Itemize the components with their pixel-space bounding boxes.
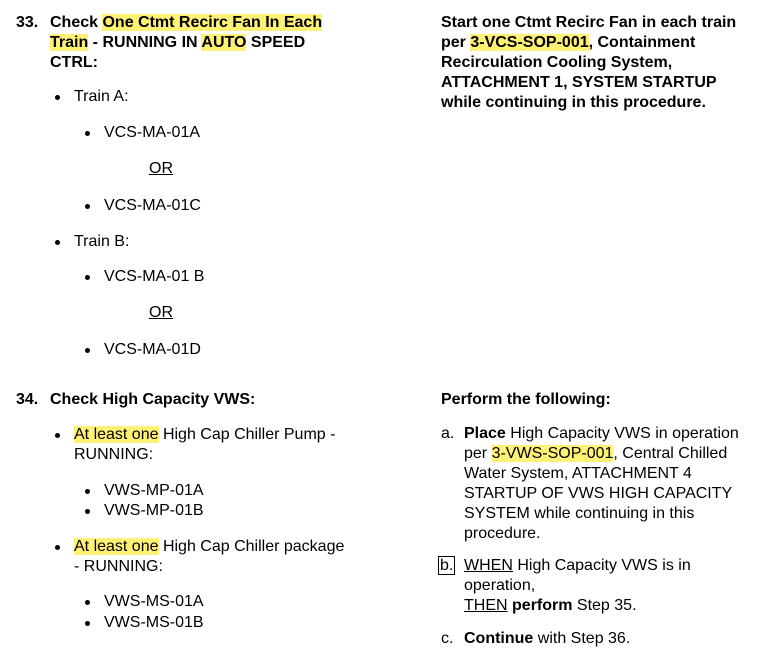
then-keyword: THEN (464, 597, 508, 614)
substep-b-label (438, 556, 455, 576)
list-item: VCS-MA-01 B (104, 268, 205, 285)
substep-b-operation: operation, (464, 577, 536, 594)
pump-text: High Cap Chiller Pump - (158, 426, 336, 443)
step-33-title (50, 13, 350, 73)
substep-b-text: High Capacity VWS is in (512, 557, 691, 574)
step-33-running-in: - RUNNING IN (88, 34, 202, 51)
step-33-ctrl: CTRL: (50, 54, 98, 71)
substep-a-line: procedure. (464, 525, 541, 542)
substep-a-line: SYSTEM while continuing in this (464, 505, 695, 522)
package-running: - RUNNING: (74, 558, 163, 575)
substep-c-label: c. (441, 630, 454, 647)
vws-procedure-ref: 3-VWS-SOP-001 (491, 445, 614, 462)
step-33-highlight-train: Train (50, 34, 89, 51)
list-item: VWS-MS-01B (104, 614, 204, 631)
highlight-at-least-one: At least one (74, 426, 159, 443)
step-33-highlight-auto: AUTO (201, 34, 247, 51)
substep-a-per: per (464, 445, 492, 462)
checkbox-b: b. (440, 557, 454, 574)
pump-running: RUNNING: (74, 446, 154, 463)
step-33-number: 33. (16, 14, 39, 31)
substep-b-step: Step 35. (572, 597, 637, 614)
rnr-procedure-ref: 3-VCS-SOP-001 (470, 34, 589, 51)
or-label: OR (149, 160, 173, 177)
substep-a (464, 424, 760, 544)
step-33-response (441, 13, 759, 113)
highlight-at-least-one: At least one (74, 538, 159, 555)
list-item: VWS-MP-01B (104, 502, 204, 519)
when-keyword: WHEN (464, 557, 513, 574)
substep-a-line: Water System, ATTACHMENT 4 (464, 465, 692, 482)
step-34-title: Check High Capacity VWS: (50, 391, 256, 408)
substep-a-line: STARTUP OF VWS HIGH CAPACITY (464, 485, 733, 502)
substep-c-text: with Step 36. (533, 630, 631, 647)
rnr-line: Recirculation Cooling System, (441, 54, 673, 71)
step-33-check: Check (50, 14, 99, 31)
list-item: VCS-MA-01D (104, 341, 201, 358)
step-33-speed: SPEED (246, 34, 306, 51)
place-keyword: Place (464, 425, 506, 442)
substep-a-chilled: , Central Chilled (613, 445, 728, 462)
rnr-containment: , Containment (588, 34, 696, 51)
rnr-line: while continuing in this procedure. (441, 94, 706, 111)
list-item: VCS-MA-01A (104, 124, 201, 141)
rnr-line: ATTACHMENT 1, SYSTEM STARTUP (441, 74, 717, 91)
list-item: VCS-MA-01C (104, 197, 201, 214)
substep-c (464, 629, 630, 649)
package-text: High Cap Chiller package (158, 538, 345, 555)
or-label: OR (149, 304, 173, 321)
perform-keyword: perform (512, 597, 573, 614)
substep-b (464, 556, 760, 616)
rnr-per: per (441, 34, 471, 51)
train-a-label: Train A: (74, 88, 129, 105)
continue-keyword: Continue (464, 630, 534, 647)
step-34-bullet-package (74, 537, 374, 577)
substep-a-label: a. (441, 425, 455, 442)
step-33-highlight-fan: One Ctmt Recirc Fan In Each (102, 14, 323, 31)
list-item: VWS-MP-01A (104, 482, 204, 499)
step-34-number: 34. (16, 391, 39, 408)
train-b-label: Train B: (74, 233, 130, 250)
list-item: VWS-MS-01A (104, 593, 204, 610)
substep-a-text: High Capacity VWS in operation (505, 425, 739, 442)
step-34-response-title: Perform the following: (441, 391, 611, 408)
step-34-bullet-pump (74, 425, 374, 465)
rnr-line: Start one Ctmt Recirc Fan in each train (441, 14, 737, 31)
